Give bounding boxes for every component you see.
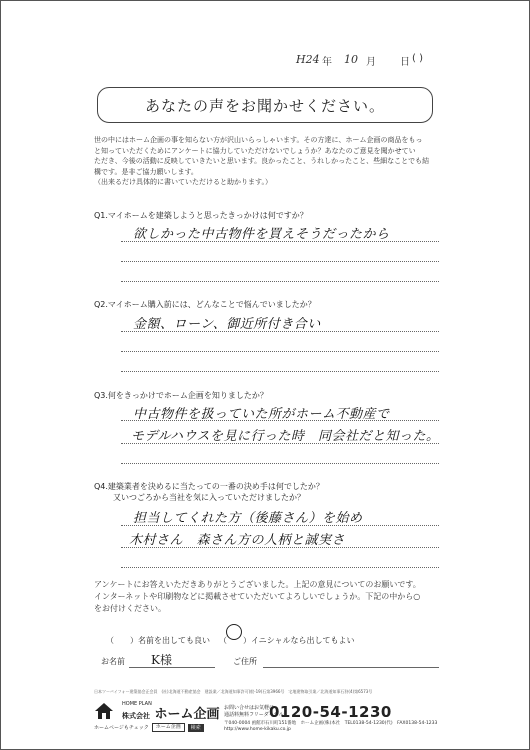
- question-2-label: Q2.マイホーム購入前には、どんなことで悩んでいましたか？: [94, 300, 316, 309]
- closing-text: [94, 579, 439, 615]
- contact-label-1: お問い合せはお気軽に: [224, 705, 275, 711]
- intro-line: 世の中にはホーム企画の事を知らない方が沢山いらっしゃいます。その方達に、ホーム企画の商品をもっ: [94, 136, 423, 144]
- search-term-box[interactable]: ホーム企画: [152, 723, 185, 732]
- intro-text: [94, 135, 444, 188]
- answer-rule: [121, 525, 439, 526]
- contact-label-2: 通話料無料フリーダイヤル: [224, 712, 284, 718]
- search-button[interactable]: 検索: [188, 724, 204, 732]
- intro-line: （出来るだけ具体的に書いていただけると助かります。）: [94, 178, 272, 186]
- closing-line: をお付けください。: [94, 604, 166, 613]
- question-4-label: Q4.建築業者を決めるに当たっての一番の決め手は何でしたか？: [94, 482, 324, 491]
- footer-fine-print: 日本ツーバイフォー建築協会正会員 (社)北海道不動産協会 建設業／北海道知事許可(般-19)石第3966号 宅地建物取引業／北海道知事石狩(4)第6573号: [94, 689, 373, 694]
- date-month: 10: [344, 53, 358, 66]
- option-initial-ok[interactable]: （ ）イニシャルなら出してもよい: [219, 636, 355, 645]
- company-address: [224, 721, 437, 733]
- date-year-label: 年: [322, 57, 332, 68]
- answer-rule: [121, 281, 439, 282]
- question-3-label: Q3.何をきっかけでホーム企画を知りましたか？: [94, 391, 268, 400]
- date-era-year: H24: [296, 53, 320, 66]
- option-name-ok[interactable]: （ ）名前を出しても良い: [106, 636, 210, 645]
- answer-rule: [121, 567, 439, 568]
- name-line: [129, 667, 215, 668]
- question-2-answer: 金額、ローン、御近所付き合い: [133, 317, 321, 332]
- date-weekday: ( ): [412, 53, 423, 64]
- answer-rule: [121, 331, 439, 332]
- answer-rule: [121, 351, 439, 352]
- date-day-label: 日: [400, 57, 410, 68]
- phone-number[interactable]: 0120-54-1230: [269, 703, 392, 721]
- company-name-text: ホーム企画: [154, 707, 220, 722]
- question-1-label: Q1.マイホームを建築しようと思ったきっかけは何ですか？: [94, 211, 308, 220]
- question-4-answer-line-1: 担当してくれた方（後藤さん）を始め: [133, 511, 363, 526]
- question-3-answer-line-2: モデルハウスを見に行った時 同会社だと知った。: [131, 429, 440, 444]
- page-title: あなたの声をお聞かせください。: [97, 87, 433, 123]
- closing-line: インターネットや印刷物などに掲載させていただいてよろしいでしょうか。下記の中から○: [94, 592, 421, 601]
- address-label: ご住所: [233, 657, 257, 666]
- company-footer: [94, 701, 439, 733]
- date-month-label: 月: [366, 57, 376, 68]
- answer-rule: [121, 547, 439, 548]
- address-line: [263, 667, 439, 668]
- website-url[interactable]: http://www.home-kikaku.co.jp: [224, 727, 291, 732]
- answer-rule: [121, 261, 439, 262]
- selected-circle-mark: [226, 624, 242, 640]
- intro-line: 構です。是非ご協力願いします。: [94, 167, 198, 176]
- date-line: [296, 53, 466, 69]
- answer-rule: [121, 420, 439, 421]
- question-1-answer: 欲しかった中古物件を買えそうだったから: [133, 227, 390, 242]
- answer-rule: [121, 371, 439, 372]
- web-search-row: [94, 723, 204, 732]
- answer-rule: [121, 463, 439, 464]
- question-4-sub-label: 又いつごろから当社を気に入っていただけましたか？: [113, 493, 305, 502]
- company-sub: HOME PLAN: [122, 701, 152, 707]
- web-label: ホームページもチェック: [94, 725, 149, 731]
- name-value: K様: [151, 653, 172, 667]
- intro-line: と知っていただくためにアンケートに協力していただけないでしょうか？あなたのご意見を聞かせてい: [94, 146, 416, 155]
- question-3-answer-line-1: 中古物件を扱っていた所がホーム不動産で: [133, 407, 390, 422]
- question-4-answer-line-2: 木村さん 森さん方の人柄と誠実さ: [129, 533, 346, 548]
- name-label: お名前: [101, 657, 125, 666]
- address-line: 〒040-0004 函館市石川町151番地 ホーム企画(株)本社 TEL0138-54-1230(代) FAX0138-54-1233: [224, 721, 438, 726]
- closing-line: アンケートにお答えいただきありがとうございました。上記の意見についてのお願いです。: [94, 580, 421, 589]
- intro-line: ただき、今後の活動に反映していきたいと思います。良かったこと、うれしかったこと、些細なことでも結: [94, 157, 430, 165]
- company-kind: 株式会社: [122, 712, 150, 720]
- house-logo-icon: [94, 701, 114, 721]
- answer-rule: [121, 241, 439, 242]
- company-name: [122, 703, 220, 722]
- answer-rule: [121, 443, 439, 444]
